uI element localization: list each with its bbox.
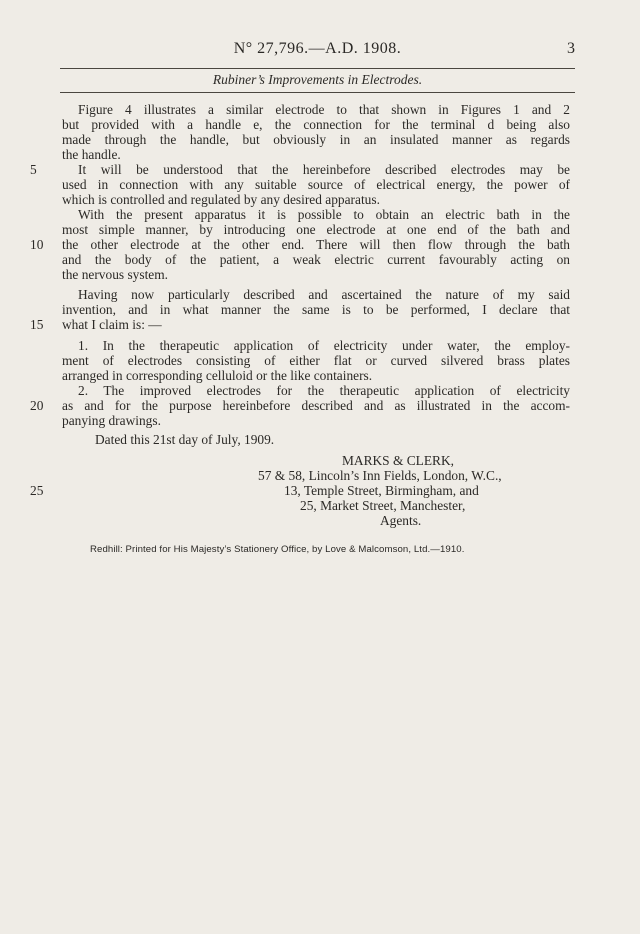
body-line: Figure 4 illustrates a similar electrode to that shown in Figures 1 and 2 bbox=[78, 102, 570, 117]
line-number: 20 bbox=[30, 398, 44, 413]
body-line: the nervous system. bbox=[62, 267, 168, 282]
dated-line: Dated this 21st day of July, 1909. bbox=[95, 432, 275, 447]
agent-address-line: 13, Temple Street, Birmingham, and bbox=[284, 483, 479, 498]
claim-line: 2. The improved electrodes for the therapeutic application of electricity bbox=[78, 383, 570, 398]
line-number: 15 bbox=[30, 317, 44, 332]
line-number: 25 bbox=[30, 483, 44, 498]
agent-name: MARKS & CLERK, bbox=[342, 453, 454, 468]
running-title: Rubiner’s Improvements in Electrodes. bbox=[212, 72, 423, 87]
body-line: With the present apparatus it is possible to obtain an electric bath in the bbox=[78, 207, 570, 222]
agent-address-line: 57 & 58, Lincoln’s Inn Fields, London, W.C., bbox=[258, 468, 502, 483]
body-line: Having now particularly described and ascertained the nature of my said bbox=[78, 287, 570, 302]
claim-line: 1. In the therapeutic application of electricity under water, the employ- bbox=[78, 338, 570, 353]
body-line: It will be understood that the hereinbefore described electrodes may be bbox=[78, 162, 570, 177]
page-number: 3 bbox=[567, 40, 575, 57]
patent-number-title: N° 27,796.—A.D. 1908. bbox=[233, 40, 402, 57]
body-line: most simple manner, by introducing one electrode at one end of the bath and bbox=[62, 222, 570, 237]
page-header bbox=[60, 40, 575, 62]
body-line: which is controlled and regulated by any desired apparatus. bbox=[62, 192, 380, 207]
body-line: made through the handle, but obviously in an insulated manner as regards bbox=[62, 132, 570, 147]
body-line: the handle. bbox=[62, 147, 121, 162]
line-number: 10 bbox=[30, 237, 44, 252]
body-line: and the body of the patient, a weak electric current favourably acting on bbox=[62, 252, 570, 267]
body-line: but provided with a handle e, the connection for the terminal d being also bbox=[62, 117, 570, 132]
agents-label: Agents. bbox=[380, 513, 422, 528]
body-line: used in connection with any suitable source of electrical energy, the power of bbox=[62, 177, 570, 192]
claim-line: as and for the purpose hereinbefore described and as illustrated in the accom- bbox=[62, 398, 570, 413]
body-line: the other electrode at the other end. There will then flow through the bath bbox=[62, 237, 570, 252]
agent-address-line: 25, Market Street, Manchester, bbox=[300, 498, 466, 513]
printer-imprint: Redhill: Printed for His Majesty’s Stationery Office, by Love & Malcomson, Ltd.—1910. bbox=[90, 544, 465, 555]
claim-line: panying drawings. bbox=[62, 413, 161, 428]
body-line: what I claim is: — bbox=[62, 317, 162, 332]
line-number: 5 bbox=[30, 162, 37, 177]
running-title-rule bbox=[60, 92, 575, 93]
header-rule bbox=[60, 68, 575, 69]
claim-line: ment of electrodes consisting of either flat or curved silvered brass plates bbox=[62, 353, 570, 368]
body-line: invention, and in what manner the same is to be performed, I declare that bbox=[62, 302, 570, 317]
claim-line: arranged in corresponding celluloid or the like containers. bbox=[62, 368, 373, 383]
